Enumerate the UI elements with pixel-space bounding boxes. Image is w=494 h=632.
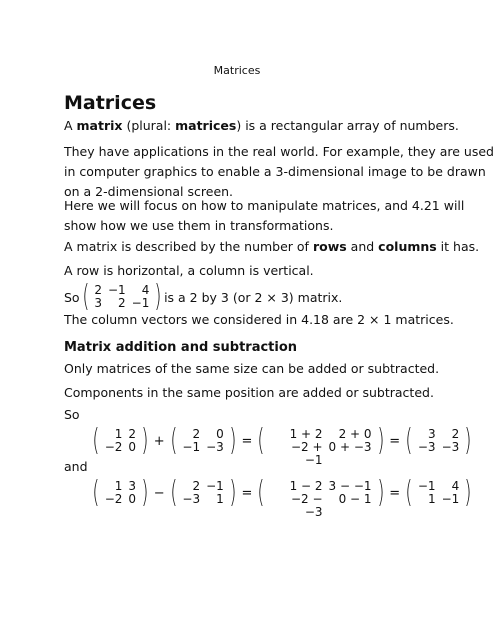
matrix-grid	[102, 477, 139, 509]
matrix-entry: −1	[417, 479, 436, 493]
matrix-entry: −1	[182, 440, 201, 454]
left-paren: (	[92, 423, 100, 458]
right-paren: )	[229, 423, 237, 458]
matrix-entry: 4	[451, 479, 460, 493]
paragraph-column-vectors: The column vectors we considered in 4.18 are 2 × 1 matrices.	[64, 312, 454, 327]
matrix-entry: 4	[141, 283, 150, 297]
matrix-result	[403, 425, 474, 457]
matrix-entry: −1	[206, 479, 224, 493]
equation-subtraction	[90, 475, 474, 519]
text: ) is a rectangular array of numbers.	[236, 118, 459, 133]
right-paren: )	[141, 475, 149, 510]
term-columns: columns	[378, 239, 437, 254]
matrix-entry: −3	[206, 440, 224, 454]
matrix-entry: 1	[216, 492, 224, 506]
matrix-grid	[267, 477, 374, 519]
left-paren: (	[405, 423, 413, 458]
left-paren: (	[92, 475, 100, 510]
left-paren: (	[170, 423, 178, 458]
right-paren: )	[141, 423, 149, 458]
matrix-entry: 1	[427, 492, 436, 506]
paragraph-same-size: Only matrices of the same size can be added or subtracted.	[64, 361, 440, 376]
matrix-entry: −3	[417, 440, 436, 454]
matrix-entry: 0	[128, 440, 137, 454]
matrix-entry: 0 − 1	[338, 492, 372, 506]
matrix-entry: 3	[94, 296, 102, 310]
paragraph-focus	[64, 196, 465, 236]
text-and: and	[64, 459, 88, 474]
matrix-entry: −3	[182, 492, 201, 506]
matrix-grid	[267, 425, 374, 467]
paragraph-rows-columns	[64, 237, 480, 257]
matrix-grid	[415, 425, 462, 457]
plus-operator: +	[153, 433, 165, 449]
matrix-entry: 1	[114, 479, 123, 493]
right-paren: )	[229, 475, 237, 510]
matrix-result	[403, 477, 474, 509]
matrix-entry: 3	[128, 479, 137, 493]
page-title: Matrices	[64, 92, 157, 114]
matrix-grid	[179, 425, 226, 457]
matrix-entry: 1 − 2	[289, 479, 323, 493]
text-line: They have applications in the real world. For example, they are used	[64, 144, 494, 159]
text-line: on a 2-dimensional screen.	[64, 184, 234, 199]
right-paren: )	[464, 475, 472, 510]
matrix-b	[168, 477, 239, 509]
matrix-grid	[179, 477, 226, 509]
equals-operator: =	[241, 485, 253, 501]
matrix-entry: −2	[104, 492, 123, 506]
matrix-working	[255, 475, 386, 519]
matrix-grid	[91, 281, 152, 313]
text: A matrix is described by the number of	[64, 239, 313, 254]
matrix-entry: 2	[451, 427, 460, 441]
matrix-entry: −2 + −1	[290, 440, 323, 467]
matrix-entry: 0	[128, 492, 137, 506]
equals-operator: =	[389, 485, 401, 501]
matrix-grid	[415, 477, 462, 509]
matrix-2x3	[80, 281, 164, 313]
text-line: in computer graphics to enable a 3-dimensional image to be drawn	[64, 164, 486, 179]
matrix-entry: 2	[94, 283, 102, 297]
term-rows: rows	[312, 239, 347, 254]
matrix-working	[255, 423, 386, 467]
right-paren: )	[376, 475, 384, 510]
matrix-entry: 1 + 2	[289, 427, 323, 441]
left-paren: (	[257, 423, 265, 458]
left-paren: (	[257, 475, 265, 510]
equals-operator: =	[241, 433, 253, 449]
paragraph-applications	[64, 142, 494, 202]
text-so: So	[64, 289, 80, 305]
matrix-entry: −2 − −3	[290, 492, 323, 519]
text: is a 2 by 3 (or 2 × 3) matrix.	[164, 289, 343, 305]
equals-operator: =	[389, 433, 401, 449]
matrix-a	[90, 425, 151, 457]
matrix-entry: −1	[131, 296, 150, 310]
equation-addition	[90, 423, 474, 467]
text: A	[64, 118, 77, 133]
matrix-entry: −3	[441, 440, 460, 454]
paragraph-row-column: A row is horizontal, a column is vertical.	[64, 263, 314, 278]
example-2x3	[64, 281, 342, 313]
term-matrix: matrix	[76, 118, 123, 133]
minus-operator: −	[153, 485, 165, 501]
paragraph-definition	[64, 116, 459, 136]
text: and	[346, 239, 379, 254]
matrix-entry: 3 − −1	[328, 479, 372, 493]
section-heading: Matrix addition and subtraction	[64, 340, 298, 355]
left-paren: (	[170, 475, 178, 510]
text-so: So	[64, 407, 80, 422]
matrix-entry: 2 + 0	[338, 427, 372, 441]
term-matrices: matrices	[175, 118, 237, 133]
left-paren: (	[81, 279, 89, 314]
matrix-entry: −2	[104, 440, 123, 454]
matrix-entry: −1	[441, 492, 460, 506]
running-head: Matrices	[213, 64, 261, 77]
matrix-a	[90, 477, 151, 509]
matrix-entry: −1	[107, 283, 126, 297]
matrix-b	[168, 425, 239, 457]
matrix-entry: 0	[216, 427, 224, 441]
paragraph-same-position: Components in the same position are added or subtracted.	[64, 385, 434, 400]
matrix-entry: 3	[427, 427, 436, 441]
text-line: show how we use them in transformations.	[64, 218, 334, 233]
text-line: Here we will focus on how to manipulate matrices, and 4.21 will	[64, 198, 465, 213]
matrix-entry: 2	[192, 427, 201, 441]
matrix-entry: 2	[192, 479, 201, 493]
right-paren: )	[464, 423, 472, 458]
right-paren: )	[376, 423, 384, 458]
matrix-entry: 1	[114, 427, 123, 441]
text: it has.	[436, 239, 480, 254]
matrix-entry: 2	[128, 427, 137, 441]
matrix-entry: 2	[118, 296, 126, 310]
matrix-entry: 0 + −3	[328, 440, 372, 454]
left-paren: (	[405, 475, 413, 510]
right-paren: )	[154, 279, 162, 314]
matrix-grid	[102, 425, 139, 457]
text: (plural:	[122, 118, 176, 133]
